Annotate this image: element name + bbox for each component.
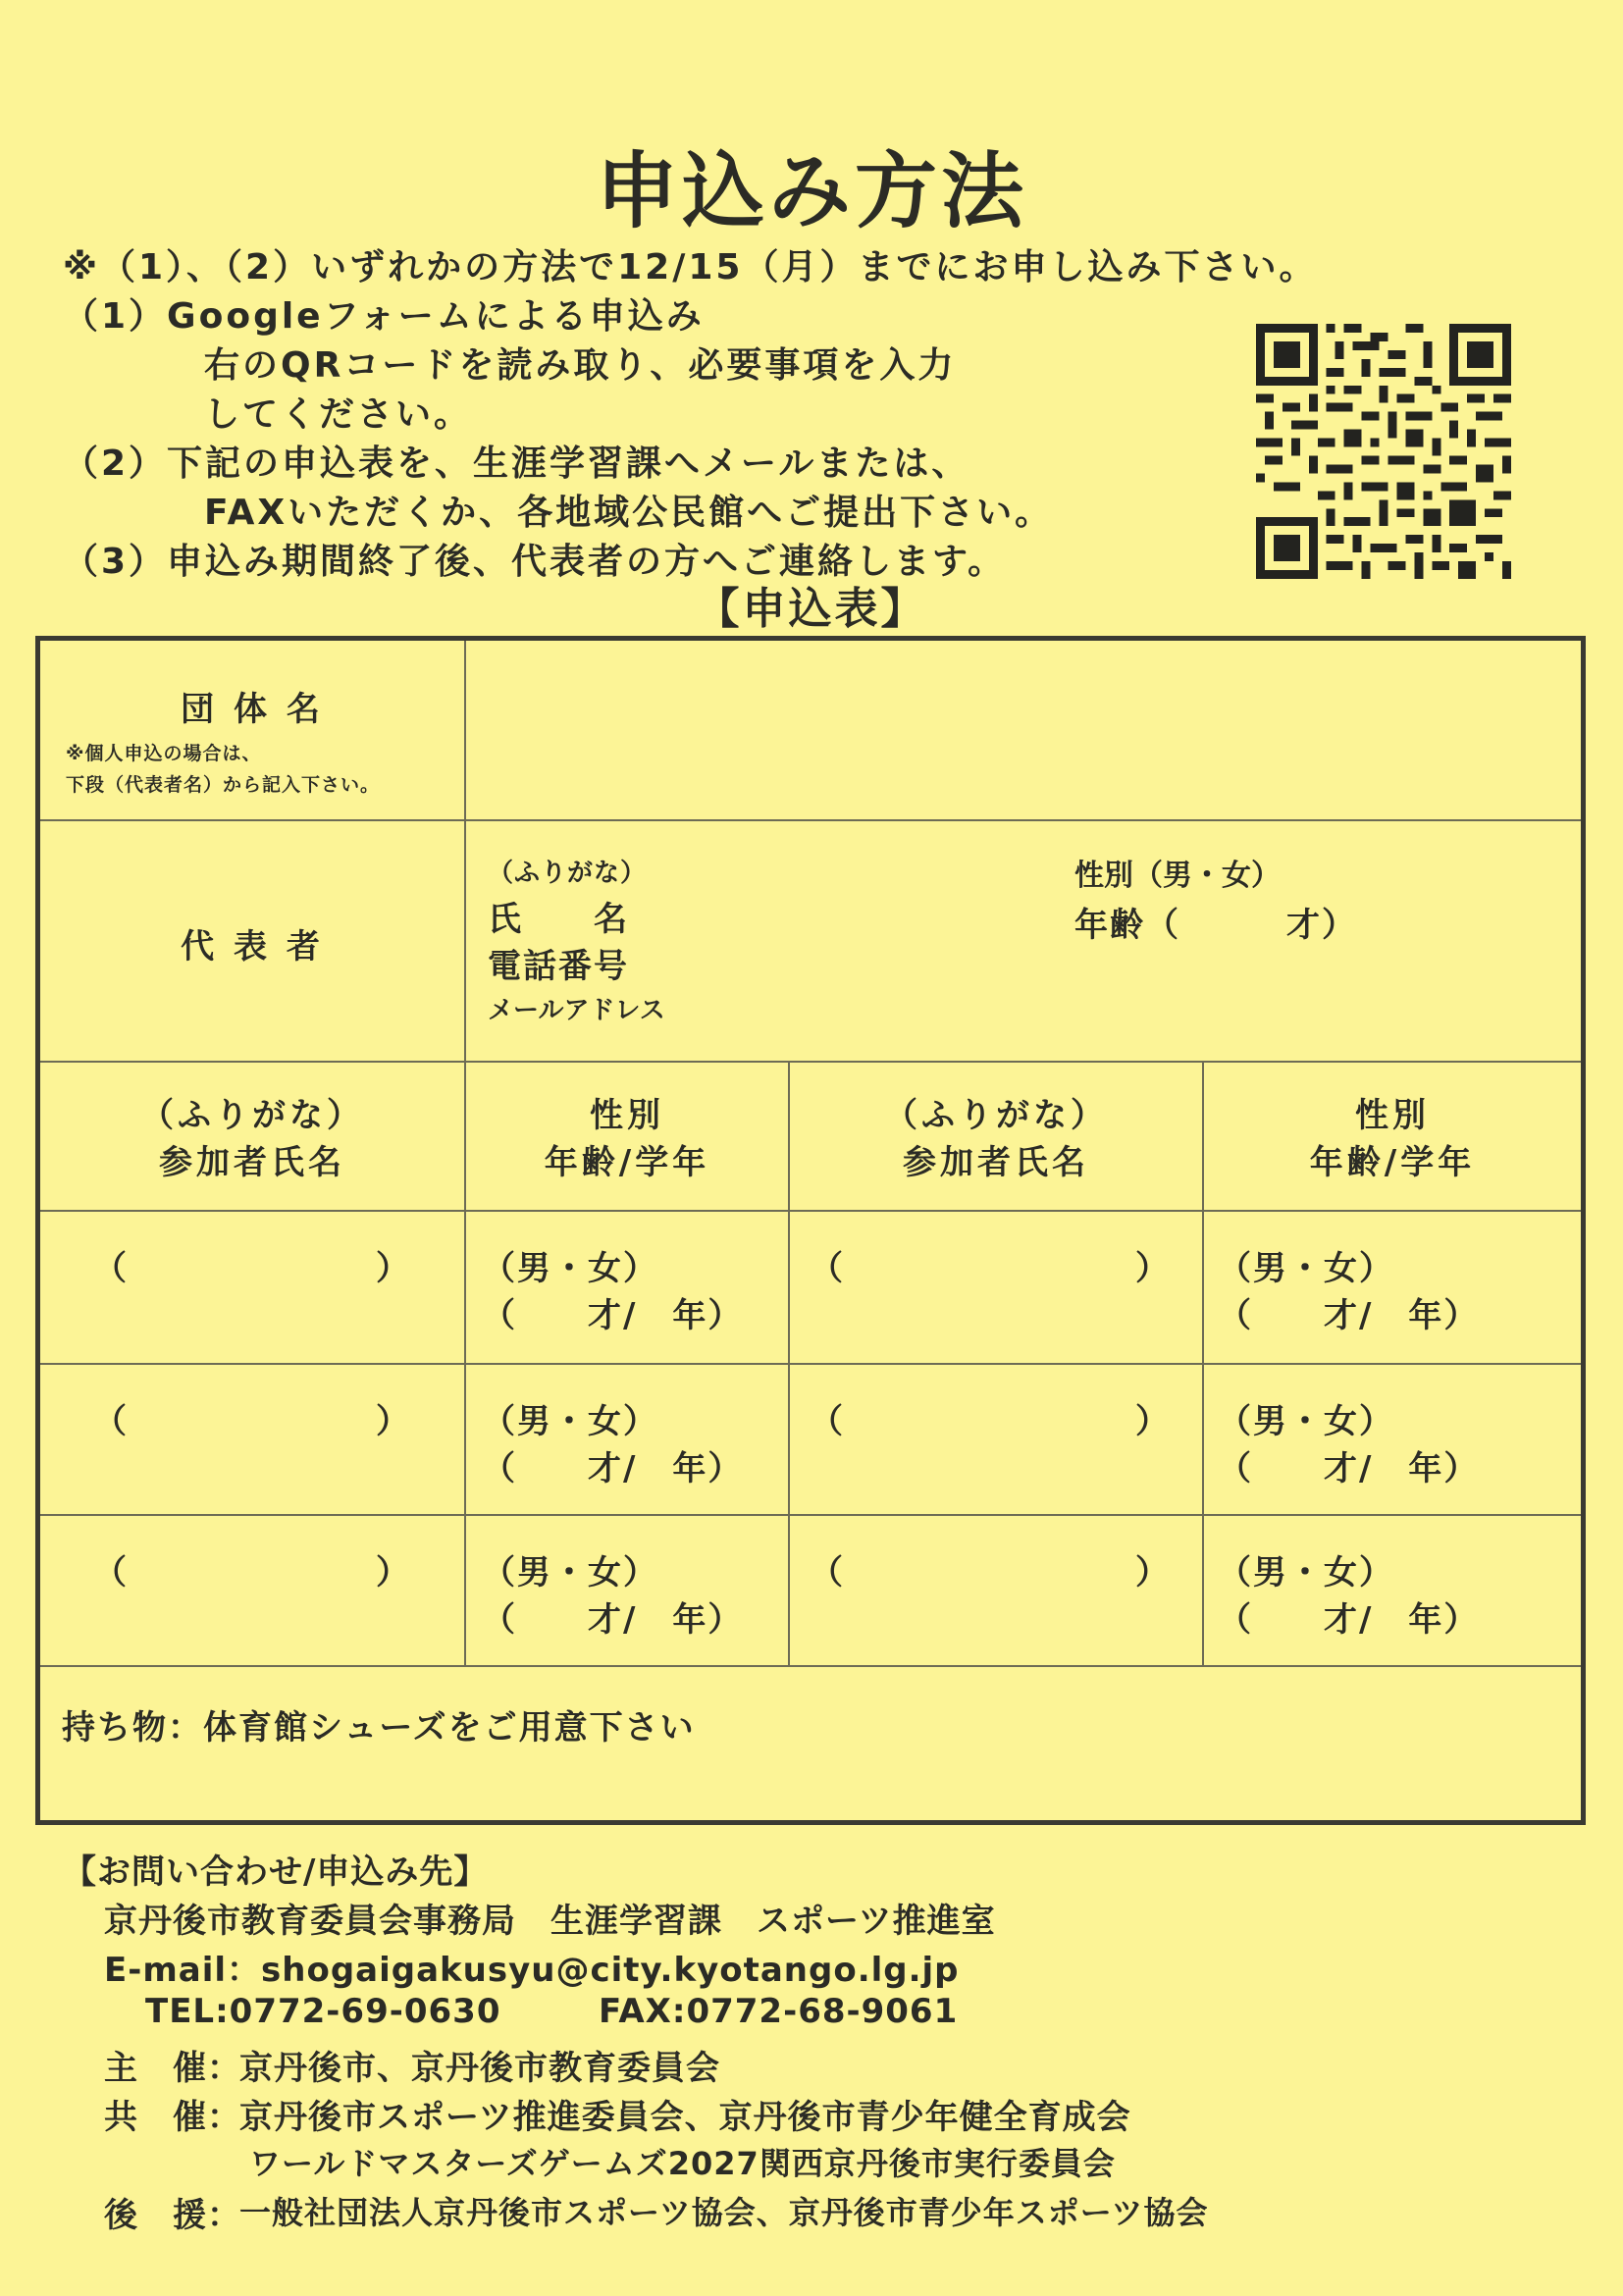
group-name-note: 下段（代表者名）から記入下さい。 (66, 774, 381, 796)
participant-agegrade-header: 年齢/学年 (1309, 1143, 1476, 1182)
participant-name-input[interactable]: （ (810, 1249, 845, 1288)
participant-name-input[interactable]: ） (376, 1249, 411, 1288)
participant-name-input[interactable]: （ (93, 1402, 129, 1441)
participant-furigana-header: （ふりがな） (884, 1096, 1108, 1135)
participant-gender-field[interactable]: （男・女） (482, 1402, 658, 1441)
contact-email[interactable]: E-mail：shogaigakusyu@city.kyotango.lg.jp (104, 1951, 960, 1990)
participant-furigana-header: （ふりがな） (140, 1096, 364, 1135)
support-value: 一般社団法人京丹後市スポーツ協会、京丹後市青少年スポーツ協会 (239, 2194, 1209, 2231)
participant-gender-field[interactable]: （男・女） (1218, 1249, 1394, 1288)
page-title: 申込み方法 (595, 143, 1027, 239)
organizer-label: 主 催： (104, 2049, 241, 2088)
rep-email-label: メールアドレス (488, 996, 665, 1025)
participant-age-field[interactable]: （ 才/ 年） (1218, 1449, 1480, 1488)
rep-details-input[interactable] (727, 837, 1061, 1053)
participant-age-field[interactable]: （ 才/ 年） (1218, 1296, 1480, 1335)
contact-fax: FAX:0772-68-9061 (599, 1992, 959, 2031)
form-divider (40, 1061, 1581, 1063)
instruction-option1-detail: 右のQRコードを読み取り、必要事項を入力 (204, 345, 957, 386)
group-name-input[interactable] (468, 641, 1581, 817)
participant-name-input[interactable]: （ (810, 1402, 845, 1441)
instruction-option1: （1）Googleフォームによる申込み (63, 296, 705, 337)
participant-name-input[interactable]: ） (376, 1553, 411, 1592)
instruction-option2-detail: FAXいただくか、各地域公民館へご提出下さい。 (204, 493, 1054, 533)
instruction-deadline: ※（1）、（2）いずれかの方法で12/15（月）までにお申し込み下さい。 (63, 247, 1318, 287)
form-divider (40, 1514, 1581, 1516)
participant-gender-header: 性別 (590, 1096, 664, 1135)
cohost-value: 京丹後市スポーツ推進委員会、京丹後市青少年健全育成会 (239, 2098, 1131, 2137)
form-divider (40, 1665, 1581, 1667)
participant-name-header: 参加者氏名 (159, 1143, 345, 1182)
participant-name-header: 参加者氏名 (903, 1143, 1089, 1182)
participant-gender-field[interactable]: （男・女） (1218, 1402, 1394, 1441)
qr-code-icon[interactable] (1256, 324, 1511, 579)
participant-name-input[interactable]: （ (93, 1249, 129, 1288)
support-label: 後 援： (104, 2196, 241, 2235)
instruction-option3: （3）申込み期間終了後、代表者の方へご連絡します。 (63, 542, 1007, 582)
participant-gender-field[interactable]: （男・女） (1218, 1553, 1394, 1592)
group-name-label: 団 体 名 (181, 690, 324, 729)
participant-name-input[interactable]: ） (1135, 1402, 1171, 1441)
participant-agegrade-header: 年齢/学年 (544, 1143, 710, 1182)
instruction-option1-detail2: してください。 (204, 394, 473, 435)
participant-gender-header: 性別 (1355, 1096, 1430, 1135)
organizer-value: 京丹後市、京丹後市教育委員会 (239, 2049, 720, 2088)
cohost-label: 共 催： (104, 2098, 241, 2137)
rep-phone-label: 電話番号 (488, 947, 629, 986)
representative-label: 代 表 者 (181, 927, 324, 966)
form-title: 【申込表】 (696, 584, 927, 634)
participant-gender-field[interactable]: （男・女） (482, 1553, 658, 1592)
participant-age-field[interactable]: （ 才/ 年） (482, 1600, 744, 1640)
form-divider (40, 1363, 1581, 1365)
participant-name-input[interactable]: （ (93, 1553, 129, 1592)
participant-name-input[interactable]: ） (1135, 1553, 1171, 1592)
cohost-value: ワールドマスターズゲームズ2027関西京丹後市実行委員会 (249, 2145, 1116, 2182)
contact-heading: 【お問い合わせ/申込み先】 (63, 1852, 489, 1892)
group-name-note: ※個人申込の場合は、 (66, 743, 262, 764)
contact-tel: TEL:0772-69-0630 (145, 1992, 501, 2031)
form-divider (40, 1210, 1581, 1212)
participant-name-input[interactable]: （ (810, 1553, 845, 1592)
rep-furigana-label: （ふりがな） (488, 859, 648, 888)
participant-age-field[interactable]: （ 才/ 年） (482, 1449, 744, 1488)
participant-age-field[interactable]: （ 才/ 年） (1218, 1600, 1480, 1640)
application-form (35, 636, 1586, 1825)
rep-gender-label: 性別（男・女） (1074, 859, 1281, 893)
participant-name-input[interactable]: ） (1135, 1249, 1171, 1288)
rep-name-label: 氏 名 (488, 900, 629, 939)
rep-age-label: 年齢（ 才） (1074, 906, 1357, 945)
contact-office: 京丹後市教育委員会事務局 生涯学習課 スポーツ推進室 (104, 1902, 996, 1941)
belongings-note: 持ち物：体育館シューズをご用意下さい (62, 1708, 696, 1748)
form-divider (40, 819, 1581, 821)
participant-name-input[interactable]: ） (376, 1402, 411, 1441)
instruction-option2: （2）下記の申込表を、生涯学習課へメールまたは、 (63, 444, 970, 484)
participant-age-field[interactable]: （ 才/ 年） (482, 1296, 744, 1335)
participant-gender-field[interactable]: （男・女） (482, 1249, 658, 1288)
